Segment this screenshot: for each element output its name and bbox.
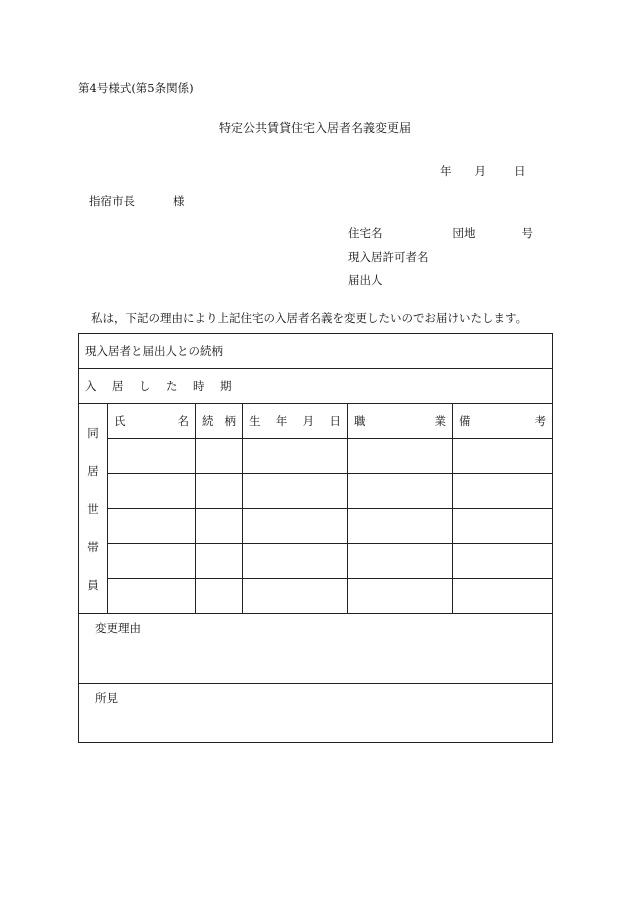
household-row (79, 474, 553, 509)
move-in-row (79, 369, 553, 404)
cell-relation[interactable] (196, 579, 243, 614)
household-row (79, 509, 553, 544)
col-job-char: 職 (354, 414, 366, 428)
cell-birth[interactable] (243, 474, 348, 509)
opinion-row (79, 684, 553, 743)
col-relation (196, 404, 243, 439)
cell-job[interactable] (348, 439, 453, 474)
cell-remarks[interactable] (453, 439, 553, 474)
col-name (108, 404, 196, 439)
col-remarks-char: 備 (459, 414, 471, 428)
col-job (348, 404, 453, 439)
col-birth-char: 生 (249, 414, 261, 428)
move-in-char: 入 (85, 379, 97, 393)
cell-relation[interactable] (196, 544, 243, 579)
household-label (79, 404, 108, 614)
form-table (78, 333, 553, 743)
cell-name[interactable] (108, 439, 196, 474)
cell-remarks[interactable] (453, 509, 553, 544)
household-header-row (79, 404, 553, 439)
cell-job[interactable] (348, 544, 453, 579)
cell-remarks[interactable] (453, 579, 553, 614)
statement: 私は，下記の理由により上記住宅の入居者名義を変更したいのでお届けいたします。 (91, 311, 528, 325)
relation-label: 現入居者と届出人との続柄 (79, 334, 553, 369)
col-remarks-char: 考 (534, 414, 547, 428)
housing-name-label: 住宅名 (348, 226, 383, 240)
move-in-char: た (166, 379, 178, 393)
col-relation-char: 続 (202, 414, 214, 428)
addressee-name: 指宿市長 (89, 194, 135, 208)
cell-name[interactable] (108, 579, 196, 614)
form-title: 特定公共賃貸住宅入居者名義変更届 (218, 121, 411, 135)
permit-holder-label: 現入居許可者名 (348, 249, 429, 264)
col-birth (243, 404, 348, 439)
move-in-char: 期 (220, 379, 232, 393)
col-name-char: 氏 (114, 414, 126, 428)
reason-row (79, 614, 553, 684)
cell-remarks[interactable] (453, 544, 553, 579)
household-row (79, 579, 553, 614)
notifier-label: 届出人 (348, 273, 383, 287)
col-relation-char: 柄 (224, 414, 236, 428)
cell-relation[interactable] (196, 509, 243, 544)
date-month: 月 (474, 164, 486, 178)
col-remarks (453, 404, 553, 439)
cell-job[interactable] (348, 509, 453, 544)
cell-relation[interactable] (196, 439, 243, 474)
cell-birth[interactable] (243, 439, 348, 474)
cell-birth[interactable] (243, 544, 348, 579)
date-day: 日 (514, 164, 526, 178)
cell-remarks[interactable] (453, 474, 553, 509)
household-char: 世 (87, 501, 99, 516)
household-char: 員 (87, 577, 99, 592)
cell-job[interactable] (348, 579, 453, 614)
reason-label: 変更理由 (95, 621, 141, 635)
household-char: 居 (87, 463, 99, 478)
move-in-char: 時 (193, 379, 205, 393)
reason-cell[interactable] (79, 614, 553, 684)
household-row (79, 544, 553, 579)
household-char: 同 (87, 425, 99, 440)
applicant-block (348, 222, 533, 293)
date-year: 年 (440, 164, 452, 178)
col-birth-char: 日 (329, 414, 341, 428)
move-in-char: し (139, 379, 151, 393)
move-in-char: 居 (112, 379, 124, 393)
opinion-label: 所見 (95, 691, 118, 705)
cell-birth[interactable] (243, 509, 348, 544)
cell-name[interactable] (108, 509, 196, 544)
col-birth-char: 年 (275, 414, 288, 428)
col-birth-char: 月 (302, 414, 315, 428)
move-in-cell (79, 369, 553, 404)
addressee (89, 193, 185, 209)
date-line (440, 163, 526, 179)
form-number: 第4号様式(第5条関係) (78, 81, 194, 95)
col-name-char: 名 (177, 414, 189, 428)
opinion-cell[interactable] (79, 684, 553, 743)
cell-job[interactable] (348, 474, 453, 509)
household-char: 帯 (87, 539, 99, 554)
household-row (79, 439, 553, 474)
cell-name[interactable] (108, 474, 196, 509)
honorific: 様 (173, 194, 185, 208)
cell-birth[interactable] (243, 579, 348, 614)
relation-row (79, 334, 553, 369)
housing-row (348, 222, 533, 246)
go-label: 号 (521, 226, 533, 240)
cell-name[interactable] (108, 544, 196, 579)
col-job-char: 業 (434, 414, 446, 428)
danchi-label: 団地 (452, 226, 476, 240)
cell-relation[interactable] (196, 474, 243, 509)
